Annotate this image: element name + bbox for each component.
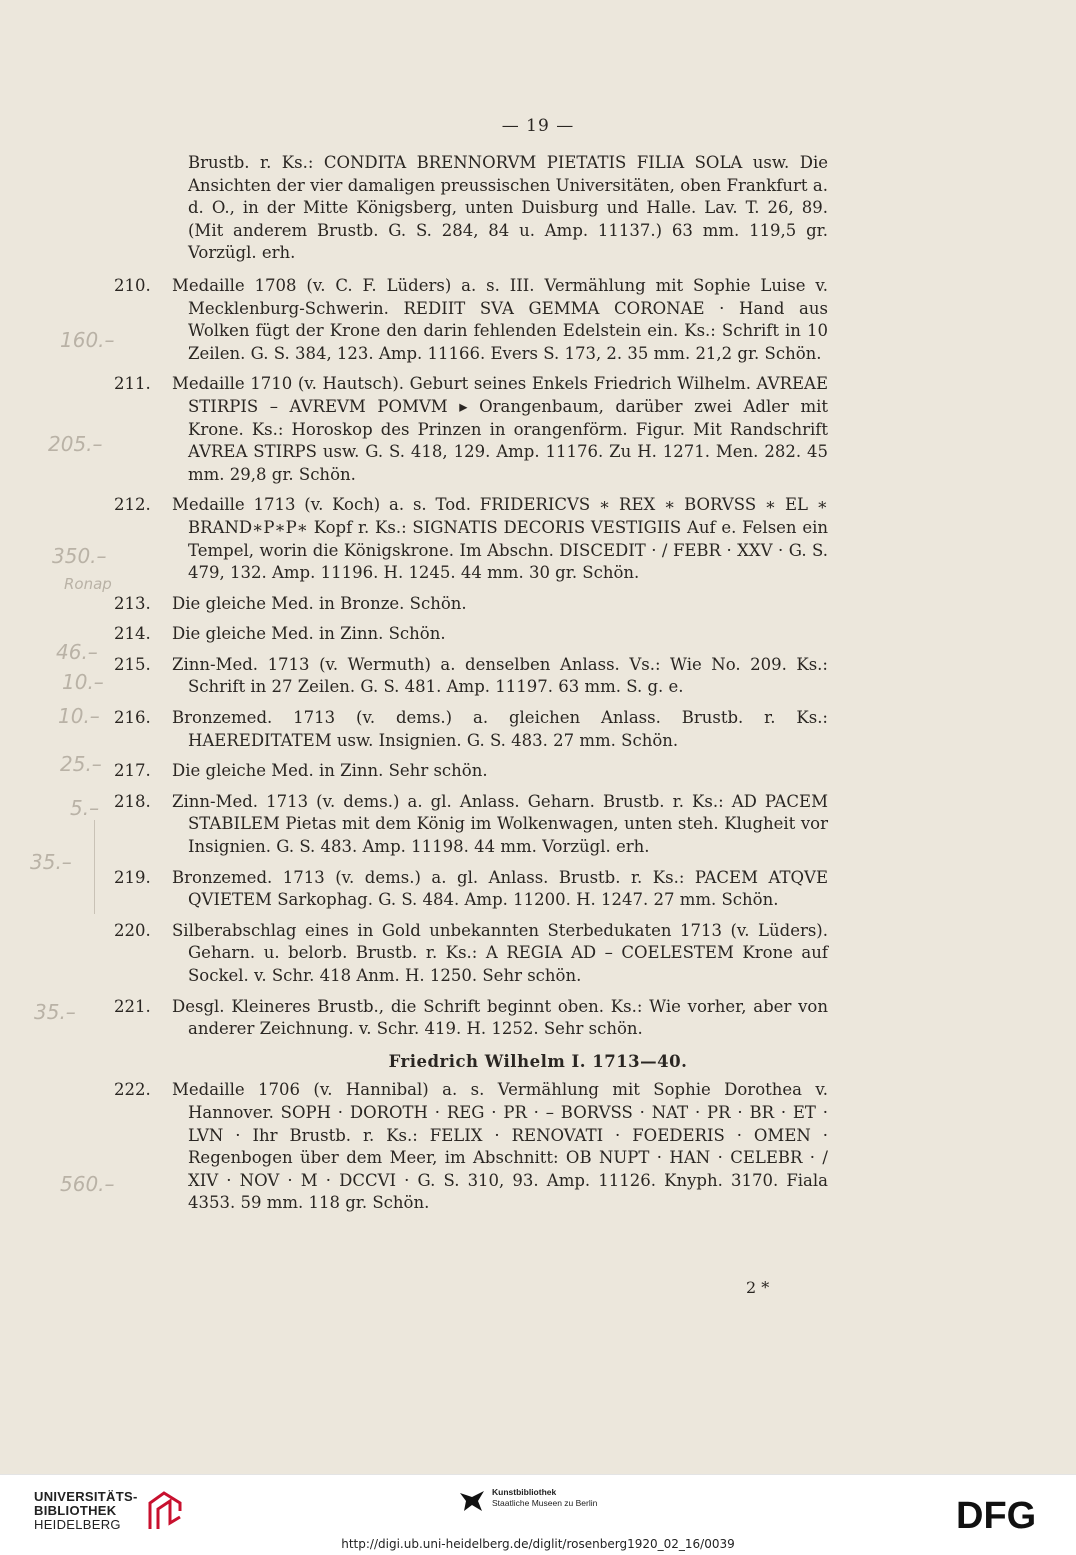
entry-number: 221. xyxy=(114,996,151,1016)
entry-text: Medaille 1708 (v. C. F. Lüders) a. s. III. Vermählung mit Sophie Luise v. Mecklenburg-Schwerin. REDIIT SVA GEMMA CORONAE · Hand aus Wolken fügt der Krone den darin fehlenden Edelstein ein. Ks.: Schrift in 10 Zeilen. G. S. 384, 123. Amp. 11166. Evers S. 173, 2. 35 mm. 21,2 gr. Schön. xyxy=(172,275,828,363)
ub-line2: BIBLIOTHEK xyxy=(34,1503,117,1518)
entry-number: 218. xyxy=(114,791,151,811)
signature-mark: 2 * xyxy=(746,1278,770,1297)
entry-number: 213. xyxy=(114,593,151,613)
margin-note: 5.– xyxy=(70,796,100,820)
catalog-entry-218 xyxy=(0,791,828,859)
ub-mark-icon xyxy=(144,1489,186,1533)
entry-text: Die gleiche Med. in Zinn. Schön. xyxy=(172,624,446,644)
catalog-entry-221 xyxy=(0,996,828,1041)
margin-note: 160.– xyxy=(60,328,115,352)
catalog-entry-213 xyxy=(0,593,828,616)
eagle-icon xyxy=(458,1487,486,1515)
catalog-entry-continued xyxy=(0,152,828,265)
catalog-entry-215 xyxy=(0,654,828,699)
catalog-entry-219 xyxy=(0,867,828,912)
entry-number: 212. xyxy=(114,495,151,515)
entry-text: Zinn-Med. 1713 (v. Wermuth) a. denselben Anlass. Vs.: Wie No. 209. Ks.: Schrift in 27 Zeilen. G. S. 481. Amp. 11197. 63 mm. S. g. e. xyxy=(172,654,828,697)
source-url[interactable]: http://digi.ub.uni-heidelberg.de/diglit/rosenberg1920_02_16/0039 xyxy=(341,1537,735,1551)
entry-number: 215. xyxy=(114,654,151,674)
margin-note: 560.– xyxy=(60,1172,115,1196)
dfg-wordmark-icon xyxy=(956,1497,1060,1531)
catalog-entry-220 xyxy=(0,920,828,988)
catalog-entry-217 xyxy=(0,760,828,783)
dfg-logo[interactable] xyxy=(956,1497,1060,1535)
margin-note: 205.– xyxy=(48,432,103,456)
entry-text: Medaille 1706 (v. Hannibal) a. s. Vermählung mit Sophie Dorothea v. Hannover. SOPH · DOROTH · REG · PR · – BORVSS · NAT · PR · BR · ET · LVN · Ihr Brustb. r. Ks.: FELIX · RENOVATI · FOEDERIS · OMEN · Regenbogen über dem Meer, im Abschnitt: OB NUPT · HAN · CELEBR · / XIV · NOV · M · DCCVI · G. S. 310, 93. Amp. 11126. Knyph. 3170. Fiala 4353. 59 mm. 118 gr. Schön. xyxy=(172,1080,828,1213)
margin-bracket xyxy=(94,820,95,914)
margin-note: Ronap xyxy=(64,575,112,593)
entry-number: 220. xyxy=(114,920,151,940)
margin-note: 35.– xyxy=(34,1000,76,1024)
ub-line1: UNIVERSITÄTS- xyxy=(34,1489,138,1504)
kb-line1: Kunstbibliothek xyxy=(492,1487,557,1497)
catalog-entry-216 xyxy=(0,707,828,752)
entry-number: 222. xyxy=(114,1080,151,1100)
catalog-entry-211 xyxy=(0,373,828,486)
margin-note: 350.– xyxy=(52,544,107,568)
kunstbibliothek-logo[interactable] xyxy=(458,1487,597,1515)
entry-text: Desgl. Kleineres Brustb., die Schrift beginnt oben. Ks.: Wie vorher, aber von anderer Zeichnung. v. Schr. 419. H. 1252. Sehr schön. xyxy=(172,996,828,1039)
catalog-text xyxy=(0,152,1076,1223)
catalog-entry-222 xyxy=(0,1079,828,1215)
university-library-logo[interactable] xyxy=(34,1489,186,1533)
entry-text: Medaille 1713 (v. Koch) a. s. Tod. FRIDERICVS ∗ REX ∗ BORVSS ∗ EL ∗ BRAND∗P∗P∗ Kopf r. Ks.: SIGNATIS DECORIS VESTIGIIS Auf e. Felsen ein Tempel, worin die Königskrone. Im Abschn. DISCEDIT · / FEBR · XXV · G. S. 479, 132. Amp. 11196. H. 1245. 44 mm. 30 gr. Schön. xyxy=(172,495,828,583)
kb-line2: Staatliche Museen zu Berlin xyxy=(492,1498,598,1508)
margin-note: 10.– xyxy=(58,704,100,728)
margin-note: 46.– xyxy=(56,640,98,664)
catalog-entry-212 xyxy=(0,494,828,584)
margin-note: 25.– xyxy=(60,752,102,776)
catalog-entry-210 xyxy=(0,275,828,365)
section-heading: Friedrich Wilhelm I. 1713—40. xyxy=(388,1051,688,1071)
ub-line3: HEIDELBERG xyxy=(34,1517,121,1532)
entry-number: 210. xyxy=(114,275,151,295)
entry-number: 219. xyxy=(114,867,151,887)
entry-text: Silberabschlag eines in Gold unbekannten Sterbedukaten 1713 (v. Lüders). Geharn. u. belorb. Brustb. r. Ks.: A REGIA AD – COELESTEM Krone auf Sockel. v. Schr. 418 Anm. H. 1250. Sehr schön. xyxy=(172,920,828,985)
entry-text: Die gleiche Med. in Zinn. Sehr schön. xyxy=(172,761,488,781)
margin-note: 35.– xyxy=(30,850,72,874)
entry-number: 214. xyxy=(114,624,151,644)
entry-text: Bronzemed. 1713 (v. dems.) a. gl. Anlass. Brustb. r. Ks.: PACEM ATQVE QVIETEM Sarkophag. G. S. 484. Amp. 11200. H. 1247. 27 mm. Schön. xyxy=(172,867,828,910)
footer xyxy=(0,1474,1076,1555)
entry-text: Bronzemed. 1713 (v. dems.) a. gleichen Anlass. Brustb. r. Ks.: HAEREDITATEM usw. Insignien. G. S. 483. 27 mm. Schön. xyxy=(172,708,828,750)
entry-text: Zinn-Med. 1713 (v. dems.) a. gl. Anlass. Geharn. Brustb. r. Ks.: AD PACEM STABILEM Pietas mit dem König im Wolkenwagen, unten steh. Klugheit vor Insignien. G. S. 483. Amp. 11198. 44 mm. Vorzügl. erh. xyxy=(172,791,828,857)
catalog-entry-214 xyxy=(0,623,828,646)
entry-text: Medaille 1710 (v. Hautsch). Geburt seines Enkels Friedrich Wilhelm. AVREAE STIRPIS – AVREVM POMVM ▸ Orangenbaum, darüber zwei Adler mit Krone. Ks.: Horoskop des Prinzen in orangenförm. Figur. Mit Randschrift AVREA STIRPS usw. G. S. 418, 129. Amp. 11176. Zu H. 1271. Men. 282. 45 mm. 29,8 gr. Schön. xyxy=(172,374,828,484)
entry-number: 216. xyxy=(114,708,151,728)
margin-note: 10.– xyxy=(62,670,104,694)
dfg-label: DFG xyxy=(956,1497,1037,1531)
entry-text: Brustb. r. Ks.: CONDITA BRENNORVM PIETATIS FILIA SOLA usw. Die Ansichten der vier damaligen preussischen Universitäten, oben Frankfurt a. d. O., in der Mitte Königsberg, unten Duisburg und Halle. Lav. T. 26, 89. (Mit anderem Brustb. G. S. 284, 84 u. Amp. 11137.) 63 mm. 119,5 gr. Vorzügl. erh. xyxy=(188,153,828,263)
entry-text: Die gleiche Med. in Bronze. Schön. xyxy=(172,593,467,613)
page-number: — 19 — xyxy=(501,116,575,136)
entry-number: 211. xyxy=(114,374,151,394)
entry-number: 217. xyxy=(114,761,151,781)
